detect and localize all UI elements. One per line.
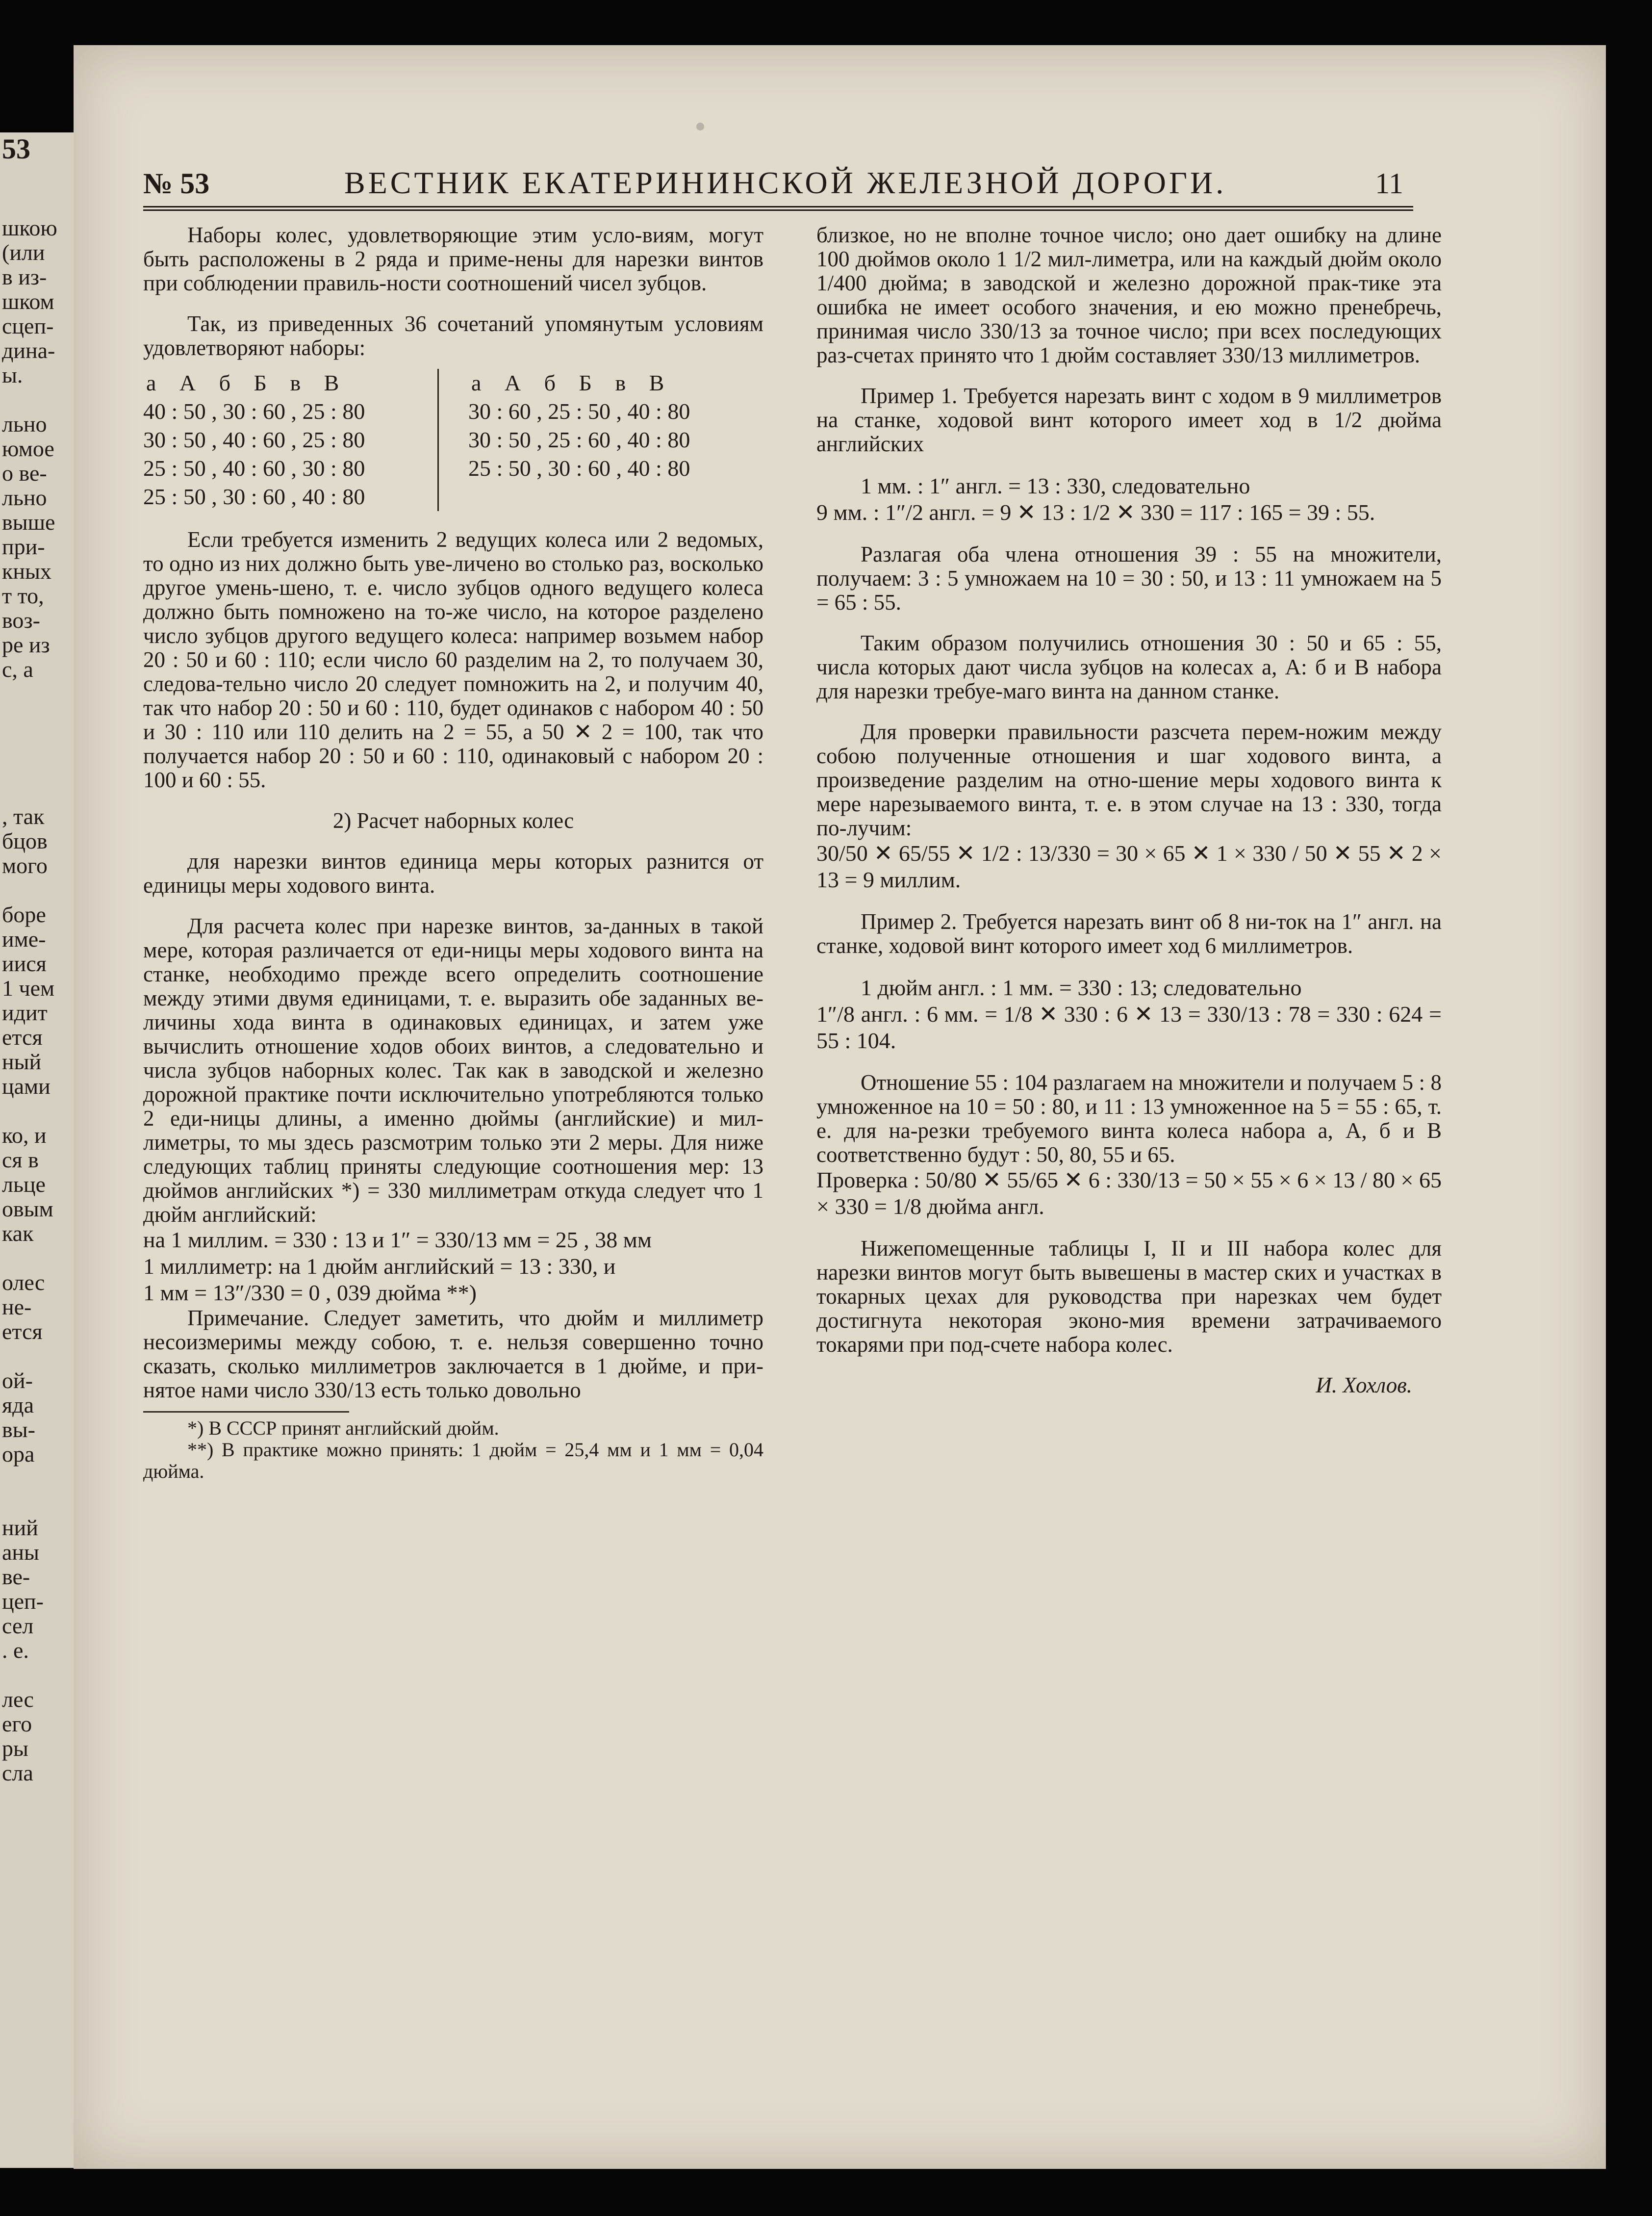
previous-page-fragment: кных <box>2 559 51 584</box>
equation: 1 мм = 13″/330 = 0 , 039 дюйма **) <box>143 1280 477 1305</box>
previous-page-fragment: боре <box>2 902 46 927</box>
footnote: **) В практике можно принять: 1 дюйм = 25,4 мм и 1 мм = 0,04 дюйма. <box>143 1439 763 1482</box>
right-column <box>816 223 1442 1397</box>
note-paragraph: Примечание. Следует заметить, что дюйм и миллиметр несоизмеримы между собою, т. е. нельзя совершенно точно сказать, сколько миллиметров заключается в 1 дюйме, и при-нятое нами число 330/13 есть только довольно <box>143 1306 763 1402</box>
previous-page-fragment: сцеп- <box>2 313 54 338</box>
table-row: 30 : 60 , 25 : 50 , 40 : 80 <box>468 399 690 424</box>
previous-page-fragment: яда <box>2 1392 34 1417</box>
previous-page-fragment: ется <box>2 1319 43 1344</box>
previous-page-fragment: о ве- <box>2 461 47 486</box>
previous-page-fragment: его <box>2 1711 32 1736</box>
previous-page-fragment: как <box>2 1221 34 1246</box>
previous-page-fragment: аны <box>2 1540 39 1565</box>
previous-page-fragment: ре из <box>2 632 50 657</box>
previous-page-fragment: . е. <box>2 1638 29 1663</box>
previous-page-fragment: 1 чем <box>2 976 55 1001</box>
previous-page-fragment: вы- <box>2 1417 35 1442</box>
table-header: а А б Б в В <box>146 370 348 395</box>
equation: 1 мм. : 1″ англ. = 13 : 330, следовательно <box>861 473 1250 498</box>
previous-page-fragment: , так <box>2 804 45 829</box>
previous-page-fragment: выше <box>2 510 55 535</box>
section-heading: 2) Расчет наборных колес <box>332 808 574 833</box>
previous-page-fragment: ры <box>2 1736 28 1761</box>
paragraph: Нижепомещенные таблицы I, II и III набора колес для нарезки винтов могут быть вывешены в мастер ских и участках в токарных цехах для руководства при нарезках чем будет достигнута некоторая эконо-мия времени затрачиваемого токарями при под-счете набора колес. <box>816 1236 1442 1357</box>
previous-page-fragment: ется <box>2 1025 43 1050</box>
table-row: 30 : 50 , 40 : 60 , 25 : 80 <box>143 427 365 452</box>
table-header: а А б Б в В <box>471 370 673 395</box>
table-left-half <box>143 369 437 511</box>
previous-page-fragment: с, а <box>2 657 33 682</box>
previous-page-fragment: шком <box>2 289 54 314</box>
table-row: 25 : 50 , 30 : 60 , 40 : 80 <box>468 456 690 481</box>
previous-page-fragment: дина- <box>2 338 55 363</box>
paragraph: Для расчета колес при нарезке винтов, за-данных в такой мере, которая различается от еди-ницы меры ходового винта на станке, необходимо прежде всего определить соотношение между этими двумя единицами, т. е. выразить обе заданных ве-личины хода винта в одинаковых единицах, и затем уже вычислить отношение ходов обоих винтов, а следовательно и числа зубцов наборных колес. Так как в заводской и железно дорожной практике почти исключительно употребляются только 2 еди-ницы длины, а именно дюймы (английские) и мил-лиметры, то мы здесь разсмотрим только эти 2 меры. Для ниже следующих таблиц приняты следующие соотношения мер: 13 дюймов английских *) = 330 миллиметрам откуда следует что 1 дюйм английский: <box>143 914 763 1227</box>
previous-page-fragment: ный <box>2 1049 42 1074</box>
previous-page-edge <box>0 132 76 2168</box>
table-row: 40 : 50 , 30 : 60 , 25 : 80 <box>143 399 365 424</box>
previous-page-fragment: не- <box>2 1294 32 1319</box>
previous-page-fragment: ы. <box>2 362 23 387</box>
example-paragraph: Пример 2. Требуется нарезать винт об 8 ни-ток на 1″ англ. на станке, ходовой винт которого имеет ход 6 миллиметров. <box>816 909 1442 958</box>
previous-page-fragment: сла <box>2 1760 33 1785</box>
previous-page-fragment: сел <box>2 1613 34 1638</box>
example-paragraph: Пример 1. Требуется нарезать винт с ходом в 9 миллиметров на станке, ходовой винт которого имеет ход в 1/2 дюйма английских <box>816 384 1442 456</box>
table-row: 30 : 50 , 25 : 60 , 40 : 80 <box>468 427 690 452</box>
previous-page-fragment: ора <box>2 1442 35 1467</box>
page-header <box>143 167 1413 211</box>
previous-page-fragment: ся в <box>2 1147 39 1172</box>
equation: 1″/8 англ. : 6 мм. = 1/8 ✕ 330 : 6 ✕ 13 = 330/13 : 78 = 330 : 624 = 55 : 104. <box>816 1002 1442 1053</box>
previous-page-fragment: иися <box>2 951 47 976</box>
previous-page-fragment: цами <box>2 1074 51 1099</box>
table-right-half <box>437 369 762 511</box>
left-column <box>143 223 763 1482</box>
equation: Проверка : 50/80 ✕ 55/65 ✕ 6 : 330/13 = 50 × 55 × 6 × 13 / 80 × 65 × 330 = 1/8 дюйма англ. <box>816 1167 1442 1219</box>
previous-page-fragment: льце <box>2 1172 46 1197</box>
paragraph: близкое, но не вполне точное число; оно дает ошибку на длине 100 дюймов около 1 1/2 мил-лиметра, или на каждый дюйм около 1/400 дюйма; в заводской и железно дорожной прак-тике эта ошибка не имеет особого значения, и ею можно пренебречь, принимая число 330/13 за точное число; при всех последующих раз-счетах принято что 1 дюйм составляет 330/13 миллиметров. <box>816 223 1442 367</box>
equation: 1 дюйм англ. : 1 мм. = 330 : 13; следовательно <box>861 975 1302 1000</box>
previous-page-fragment: шкою <box>2 215 57 240</box>
journal-title: ВЕСТНИК ЕКАТЕРИНИНСКОЙ ЖЕЛЕЗНОЙ ДОРОГИ. <box>344 165 1227 200</box>
previous-page-fragment: в из- <box>2 264 47 289</box>
paragraph: Таким образом получились отношения 30 : 50 и 65 : 55, числа которых дают числа зубцов на колесах а, А: б и В набора для нарезки требуе-маго винта на данном станке. <box>816 631 1442 703</box>
previous-page-fragment: лес <box>2 1687 34 1712</box>
table-row: 25 : 50 , 30 : 60 , 40 : 80 <box>143 484 365 509</box>
previous-page-fragment: овым <box>2 1196 53 1221</box>
previous-page-fragment: име- <box>2 927 46 952</box>
previous-page-fragment: ве- <box>2 1564 30 1589</box>
section-subheading: для нарезки винтов единица меры которых разнится от единицы меры ходового винта. <box>143 849 763 898</box>
previous-page-fragment: при- <box>2 534 45 559</box>
previous-page-fragment: идит <box>2 1000 48 1025</box>
page-speck <box>696 123 704 130</box>
previous-page-fragment: льно <box>2 412 47 437</box>
previous-page-fragment: цеп- <box>2 1589 44 1614</box>
gear-sets-table <box>143 369 763 511</box>
paragraph: Если требуется изменить 2 ведущих колеса или 2 ведомых, то одно из них должно быть уве-личено во столько раз, восколько другое умень-шено, т. е. число зубцов одного ведущего колеса должно быть помножено на то-же число, на которое разделено число зубцов другого ведущего колеса: например возьмем набор 20 : 50 и 60 : 110; если число 60 разделим на 2, то получаем 30, следова-тельно число 20 следует помножить на 2, и получим 40, так что набор 20 : 50 и 60 : 110, будет одинаков с набором 40 : 50 и 30 : 110 или 110 делить на 2 = 55, а 50 ✕ 2 = 100, так что получается набор 20 : 50 и 60 : 110, одинаковый с набором 20 : 100 и 60 : 55. <box>143 527 763 792</box>
previous-page-fragment: ой- <box>2 1368 33 1393</box>
previous-page-number: 53 <box>2 133 30 165</box>
issue-number: № 53 <box>143 167 210 200</box>
previous-page-fragment: воз- <box>2 608 40 633</box>
equation: 9 мм. : 1″/2 англ. = 9 ✕ 13 : 1/2 ✕ 330 = 117 : 165 = 39 : 55. <box>816 500 1375 525</box>
previous-page-fragment: ко, и <box>2 1123 47 1148</box>
previous-page-fragment: льно <box>2 485 47 510</box>
paragraph: Для проверки правильности разсчета перем-ножим между собою полученные отношения и шаг ходового винта, а произведение разделим на отно-шение меры ходового винта к мере нарезываемого винта, т. е. в этом случае на 13 : 330, тогда по-лучим: <box>816 720 1442 840</box>
page-number: 11 <box>1375 167 1403 200</box>
previous-page-fragment: (или <box>2 240 45 265</box>
previous-page-fragment: бцов <box>2 828 48 853</box>
footnote: *) В СССР принят английский дюйм. <box>187 1417 499 1439</box>
previous-page-fragment: ний <box>2 1515 38 1540</box>
equation: 1 миллиметр: на 1 дюйм английский = 13 : 330, и <box>143 1254 616 1279</box>
footnote-rule <box>143 1411 349 1413</box>
paragraph: Наборы колес, удовлетворяющие этим усло-виям, могут быть расположены в 2 ряда и приме-нены для нарезки винтов при соблюдении правиль-ности соотношений чисел зубцов. <box>143 223 763 295</box>
previous-page-fragment: т то, <box>2 583 44 608</box>
equation: на 1 миллим. = 330 : 13 и 1″ = 330/13 мм = 25 , 38 мм <box>143 1227 652 1252</box>
paragraph: Отношение 55 : 104 разлагаем на множители и получаем 5 : 8 умноженное на 10 = 50 : 80, и 11 : 13 умноженное на 5 = 55 : 65, т. е. для на-резки требуемого винта колеса набора а, А, б и В соответственно будут : 50, 80, 55 и 65. <box>816 1070 1442 1167</box>
equation: 30/50 ✕ 65/55 ✕ 1/2 : 13/330 = 30 × 65 ✕ 1 × 330 / 50 ✕ 55 ✕ 2 × 13 = 9 миллим. <box>816 841 1442 892</box>
table-row: 25 : 50 , 40 : 60 , 30 : 80 <box>143 456 365 481</box>
previous-page-fragment: юмое <box>2 436 54 461</box>
previous-page-fragment: олес <box>2 1270 45 1295</box>
paragraph: Так, из приведенных 36 сочетаний упомянутым условиям удовлетворяют наборы: <box>143 311 763 360</box>
previous-page-fragment: мого <box>2 853 48 878</box>
paragraph: Разлагая оба члена отношения 39 : 55 на множители, получаем: 3 : 5 умножаем на 10 = 30 : 50, и 13 : 11 умножаем на 5 = 65 : 55. <box>816 542 1442 615</box>
author-signature: И. Хохлов. <box>1316 1373 1412 1397</box>
